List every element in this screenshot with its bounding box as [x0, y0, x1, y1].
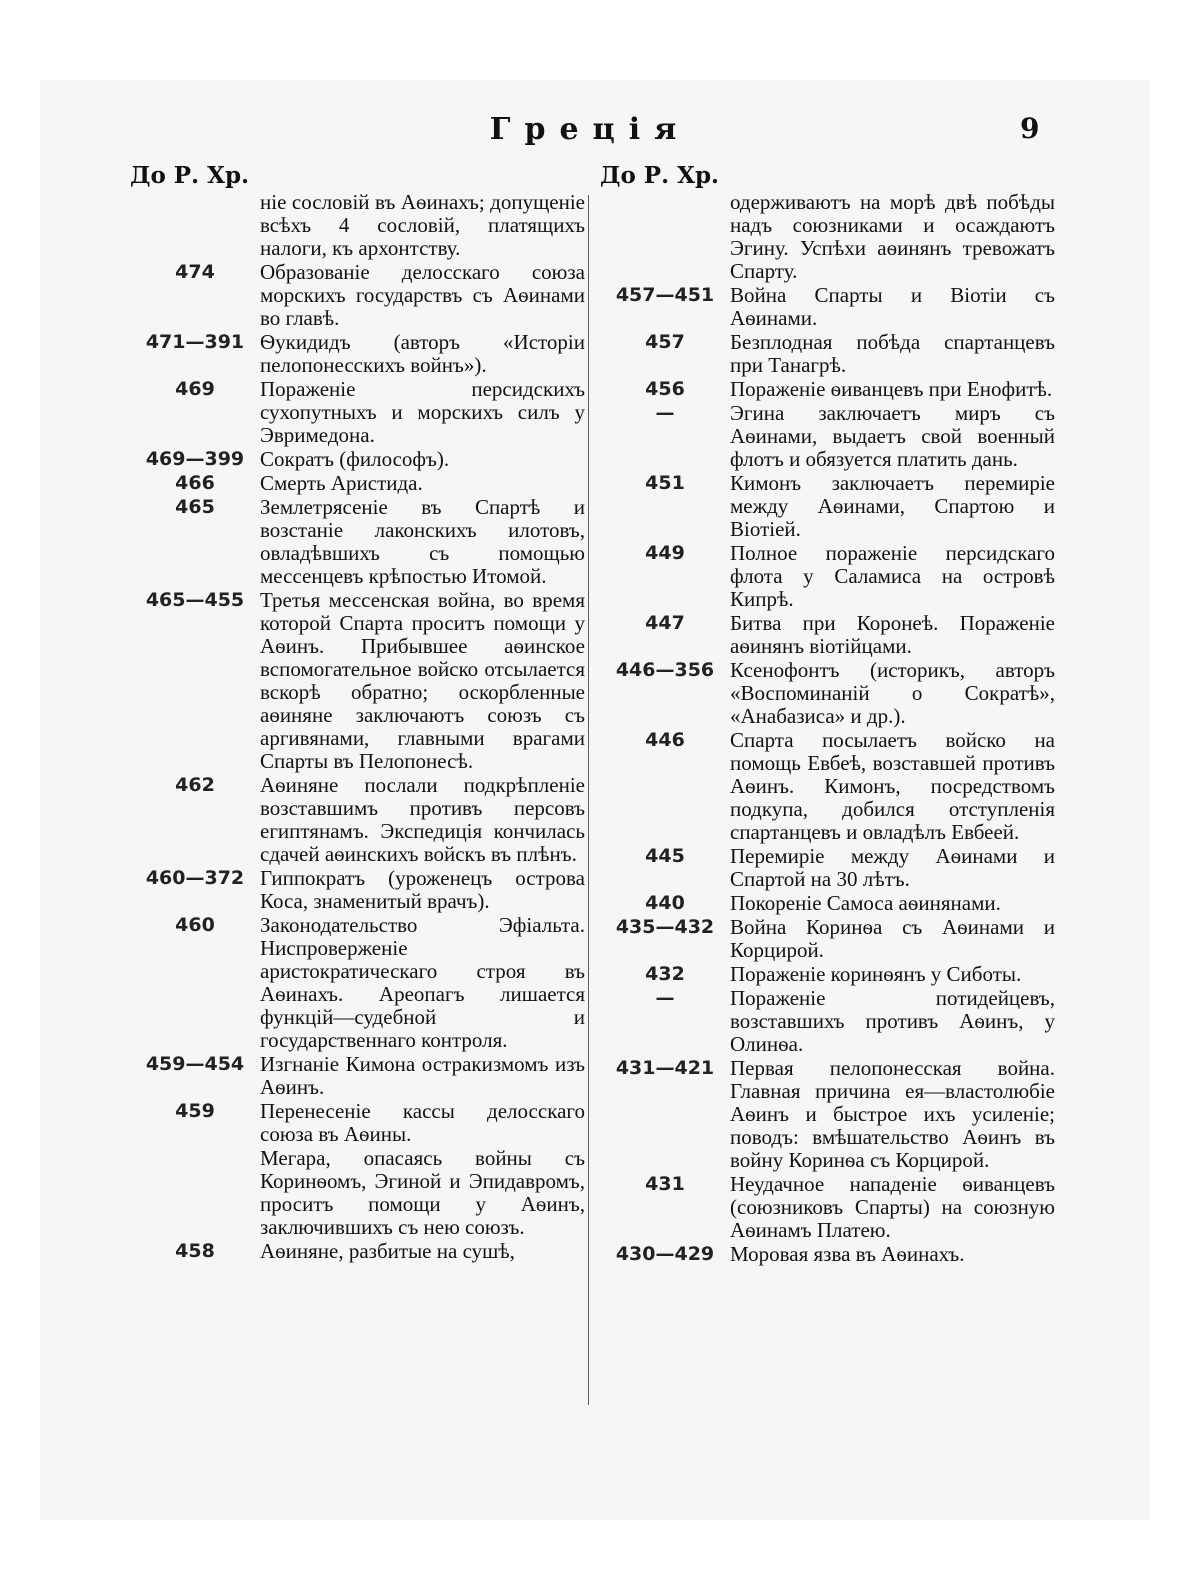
entry-date: 465—455: [145, 589, 245, 611]
entry-text: Законодательство Эфіальта. Ниспроверженіе аристократическаго строя въ Аѳинахъ. Ареопагъ лишается функцій—судебной и государственнаго контроля.: [260, 913, 585, 1052]
entry-text: Пораженіе потидейцевъ, возставшихъ противъ Аѳинъ, у Олинѳа.: [730, 986, 1055, 1056]
entry-text: Изгнаніе Кимона остракизмомъ изъ Аѳинъ.: [260, 1052, 585, 1099]
chronology-entry: [130, 1100, 585, 1146]
entry-date: 474: [175, 261, 215, 283]
entry-date: 435—432: [615, 916, 715, 938]
entry-date: 449: [645, 542, 685, 564]
entry-date: 466: [175, 472, 215, 494]
chronology-entry: [600, 916, 1055, 962]
entry-date: 457: [645, 331, 685, 353]
chronology-entry: [600, 542, 1055, 611]
entry-text: Аѳиняне послали подкрѣпленіе возставшимъ противъ персовъ египтянамъ. Экспедиція кончилась сдачей аѳинскихъ войскъ въ плѣнъ.: [260, 773, 585, 866]
page-number: 9: [1020, 112, 1040, 145]
left-entry-list: [130, 191, 585, 1263]
entry-text: Ксенофонтъ (историкъ, авторъ «Воспоминаній о Сократѣ», «Анабазиса» и др.).: [730, 658, 1055, 728]
chronology-entry: [130, 261, 585, 330]
chronology-entry: [130, 191, 585, 260]
entry-text: Пораженіе коринѳянъ у Сиботы.: [730, 962, 1022, 986]
entry-text: Мегара, опасаясь войны съ Коринѳомъ, Эгиной и Эпидавромъ, проситъ помощи у Аѳинъ, заключившихъ съ нею союзъ.: [260, 1146, 585, 1239]
entry-date: —: [655, 987, 675, 1009]
entry-date: 446: [645, 729, 685, 751]
chronology-entry: [130, 472, 585, 495]
chronology-entry: [600, 1057, 1055, 1172]
entry-date: 431—421: [615, 1057, 715, 1079]
entry-date: 458: [175, 1240, 215, 1262]
entry-text: Война Коринѳа съ Аѳинами и Корцирой.: [730, 915, 1055, 962]
chronology-entry: [600, 612, 1055, 658]
chronology-entry: [130, 331, 585, 377]
entry-text: Смерть Аристида.: [260, 471, 423, 495]
entry-text: Война Спарты и Віотіи съ Аѳинами.: [730, 283, 1055, 330]
entry-date: [600, 191, 730, 283]
chronology-entry: [600, 331, 1055, 377]
chronology-entry: [600, 191, 1055, 283]
entry-date: 459—454: [145, 1053, 245, 1075]
entry-text: одерживаютъ на морѣ двѣ побѣды надъ союзниками и осаждаютъ Эгину. Успѣхи аѳинянъ тревожатъ Спарту.: [730, 190, 1055, 283]
page-title: Греція: [489, 112, 691, 147]
chronology-entry: [130, 1240, 585, 1263]
chronology-entry: [130, 496, 585, 588]
chronology-entry: [600, 987, 1055, 1056]
chronology-entry: [130, 589, 585, 773]
chronology-entry: [600, 659, 1055, 728]
entry-text: Безплодная побѣда спартанцевъ при Танагрѣ.: [730, 330, 1055, 377]
chronology-entry: [600, 378, 1055, 401]
entry-date: 440: [645, 892, 685, 914]
entry-date: 447: [645, 612, 685, 634]
entry-text: Третья мессенская война, во время которой Спарта проситъ помощи у Аѳинъ. Прибывшее аѳинское вспомогательное войско отсылается вскорѣ обратно; оскорбленные аѳиняне заключаютъ союзъ съ аргивянами, главными врагами Спарты въ Пелопонесѣ.: [260, 588, 585, 773]
entry-date: —: [655, 402, 675, 424]
chronology-entry: [600, 1243, 1055, 1266]
entry-date: 432: [645, 963, 685, 985]
entry-text: Образованіе делосскаго союза морскихъ государствъ съ Аѳинами во главѣ.: [260, 260, 585, 330]
entry-text: Эгина заключаетъ миръ съ Аѳинами, выдаетъ свой военный флотъ и обязуется платить дань.: [730, 401, 1055, 471]
entry-text: Гиппократъ (уроженецъ острова Коса, знаменитый врачъ).: [260, 866, 585, 913]
entry-text: Битва при Коронеѣ. Пораженіе аѳинянъ віотійцами.: [730, 611, 1055, 658]
entry-date: 469: [175, 378, 215, 400]
chronology-entry: [600, 729, 1055, 844]
entry-text: Полное пораженіе персидскаго флота у Саламиса на островѣ Кипрѣ.: [730, 541, 1055, 611]
entry-date: 465: [175, 496, 215, 518]
entry-date: 456: [645, 378, 685, 400]
right-entry-list: [600, 191, 1055, 1266]
entry-date: [130, 1147, 260, 1239]
chronology-entry: [600, 892, 1055, 915]
entry-text: Кимонъ заключаетъ перемиріе между Аѳинами, Спартою и Віотіей.: [730, 471, 1055, 541]
entry-date: 462: [175, 774, 215, 796]
entry-date: [130, 191, 260, 260]
entry-date: 460—372: [145, 867, 245, 889]
chronology-entry: [600, 402, 1055, 471]
entry-text: Ѳукидидъ (авторъ «Исторіи пелопонесскихъ войнъ»).: [260, 330, 585, 377]
entry-text: Моровая язва въ Аѳинахъ.: [730, 1242, 965, 1266]
entry-date: 459: [175, 1100, 215, 1122]
chronology-entry: [130, 1147, 585, 1239]
left-column: [130, 162, 585, 1263]
entry-date: 457—451: [615, 284, 715, 306]
chronology-entry: [130, 867, 585, 913]
entry-date: 445: [645, 845, 685, 867]
column-divider: [588, 195, 590, 1405]
entry-date: 460: [175, 914, 215, 936]
entry-date: 469—399: [145, 448, 245, 470]
left-column-heading: До Р. Хр.: [130, 162, 250, 189]
chronology-entry: [600, 1173, 1055, 1242]
entry-text: Перенесеніе кассы делосскаго союза въ Аѳины.: [260, 1099, 585, 1146]
chronology-entry: [600, 845, 1055, 891]
chronology-entry: [130, 914, 585, 1052]
chronology-entry: [130, 448, 585, 471]
entry-date: 446—356: [615, 659, 715, 681]
entry-text: Неудачное нападеніе ѳиванцевъ (союзниковъ Спарты) на союзную Аѳинамъ Платею.: [730, 1172, 1055, 1242]
entry-text: Покореніе Самоса аѳинянами.: [730, 891, 1001, 915]
right-column: [600, 162, 1055, 1266]
entry-text: Сократъ (философъ).: [260, 447, 450, 471]
entry-text: Перемиріе между Аѳинами и Спартой на 30 лѣтъ.: [730, 844, 1055, 891]
entry-text: Землетрясеніе въ Спартѣ и возстаніе лаконскихъ илотовъ, овладѣвшихъ съ помощью мессенцевъ крѣпостью Итомой.: [260, 495, 585, 588]
chronology-entry: [130, 378, 585, 447]
entry-text: Первая пелопонесская война. Главная причина ея—властолюбіе Аѳинъ и быстрое ихъ усиленіе; поводъ: вмѣшательство Аѳинъ въ войну Коринѳа съ Корцирой.: [730, 1056, 1055, 1172]
entry-date: 451: [645, 472, 685, 494]
entry-text: Аѳиняне, разбитые на сушѣ,: [260, 1239, 515, 1263]
chronology-entry: [600, 472, 1055, 541]
entry-date: 431: [645, 1173, 685, 1195]
entry-text: Пораженіе ѳиванцевъ при Енофитѣ.: [730, 377, 1053, 401]
entry-text: Спарта посылаетъ войско на помощь Евбеѣ, возставшей противъ Аѳинъ. Кимонъ, посредствомъ подкупа, добился отступленія спартанцевъ и овладѣлъ Евбеей.: [730, 728, 1055, 844]
chronology-entry: [600, 284, 1055, 330]
chronology-entry: [130, 1053, 585, 1099]
entry-date: 430—429: [615, 1243, 715, 1265]
chronology-entry: [600, 963, 1055, 986]
entry-text: Пораженіе персидскихъ сухопутныхъ и морскихъ силъ у Эвримедона.: [260, 377, 585, 447]
entry-text: ніе сословій въ Аѳинахъ; допущеніе всѣхъ 4 сословій, платящихъ налоги, къ архонтству.: [260, 190, 585, 260]
entry-date: 471—391: [145, 331, 245, 353]
chronology-entry: [130, 774, 585, 866]
right-column-heading: До Р. Хр.: [600, 162, 720, 189]
